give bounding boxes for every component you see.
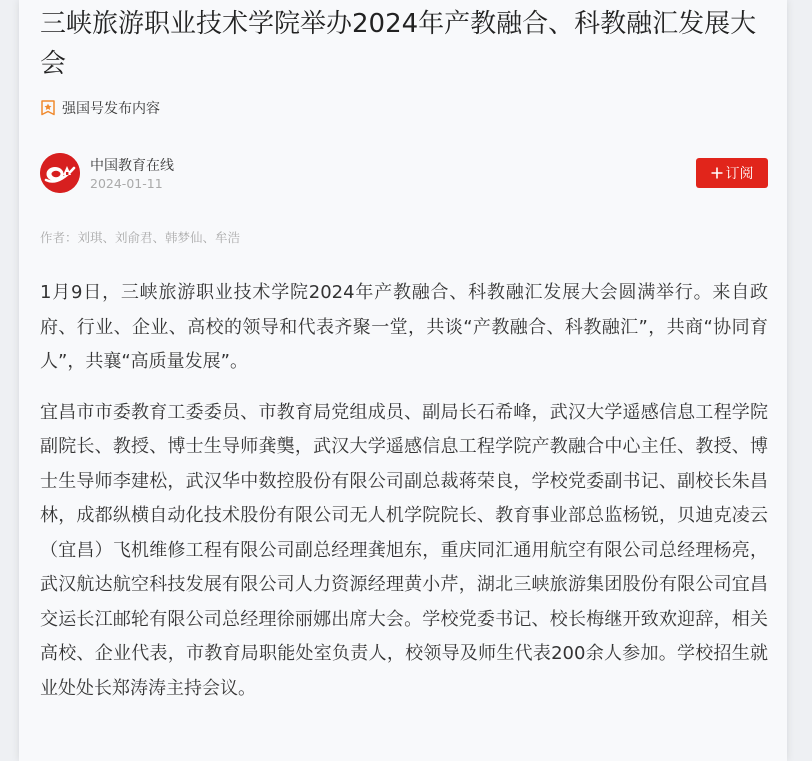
source-tag — [40, 97, 160, 119]
subscribe-button[interactable] — [696, 158, 768, 188]
publisher-logo-icon — [40, 153, 80, 193]
avatar[interactable] — [40, 153, 80, 193]
star-badge-icon — [40, 100, 56, 116]
article-paragraph: 1月9日，三峡旅游职业技术学院2024年产教融合、科教融汇发展大会圆满举行。来自政府、行业、企业、高校的领导和代表齐聚一堂，共谈“产教融合、科教融汇”，共商“协同育人”，共襄“高质量发展”。 — [40, 282, 768, 372]
publish-date: 2024-01-11 — [90, 176, 163, 191]
author-name[interactable]: 中国教育在线 — [90, 158, 174, 174]
source-label: 强国号发布内容 — [62, 101, 160, 117]
article-paragraph: 宜昌市市委教育工委委员、市教育局党组成员、副局长石希峰，武汉大学遥感信息工程学院副院长、教授、博士生导师龚龑，武汉大学遥感信息工程学院产教融合中心主任、教授、博士生导师李建松，武汉华中数控股份有限公司副总裁蒋荣良，学校党委副书记、副校长朱昌林，成都纵横自动化技术股份有限公司无人机学院院长、教育事业部总监杨锐，贝迪克凌云（宜昌）飞机维修工程有限公司副总经理龚旭东，重庆同汇通用航空有限公司总经理杨亮，武汉航达航空科技发展有限公司人力资源经理黄小芹，湖北三峡旅游集团股份有限公司宜昌交运长江邮轮有限公司总经理徐丽娜出席大会。学校党委书记、校长梅继开致欢迎辞，相关高校、企业代表，市教育局职能处室负责人，校领导及师生代表200余人参加。学校招生就业处处长郑涛涛主持会议。 — [40, 401, 768, 699]
author-row — [40, 152, 768, 196]
article-card — [19, 0, 787, 761]
subscribe-label: 订阅 — [725, 166, 754, 182]
article-title: 三峡旅游职业技术学院举办2024年产教融合、科教融汇发展大会 — [40, 9, 757, 79]
article-body — [40, 276, 768, 722]
plus-icon — [711, 167, 723, 179]
writers-line: 作者：刘琪、刘俞君、韩梦仙、牟浩 — [40, 230, 241, 245]
